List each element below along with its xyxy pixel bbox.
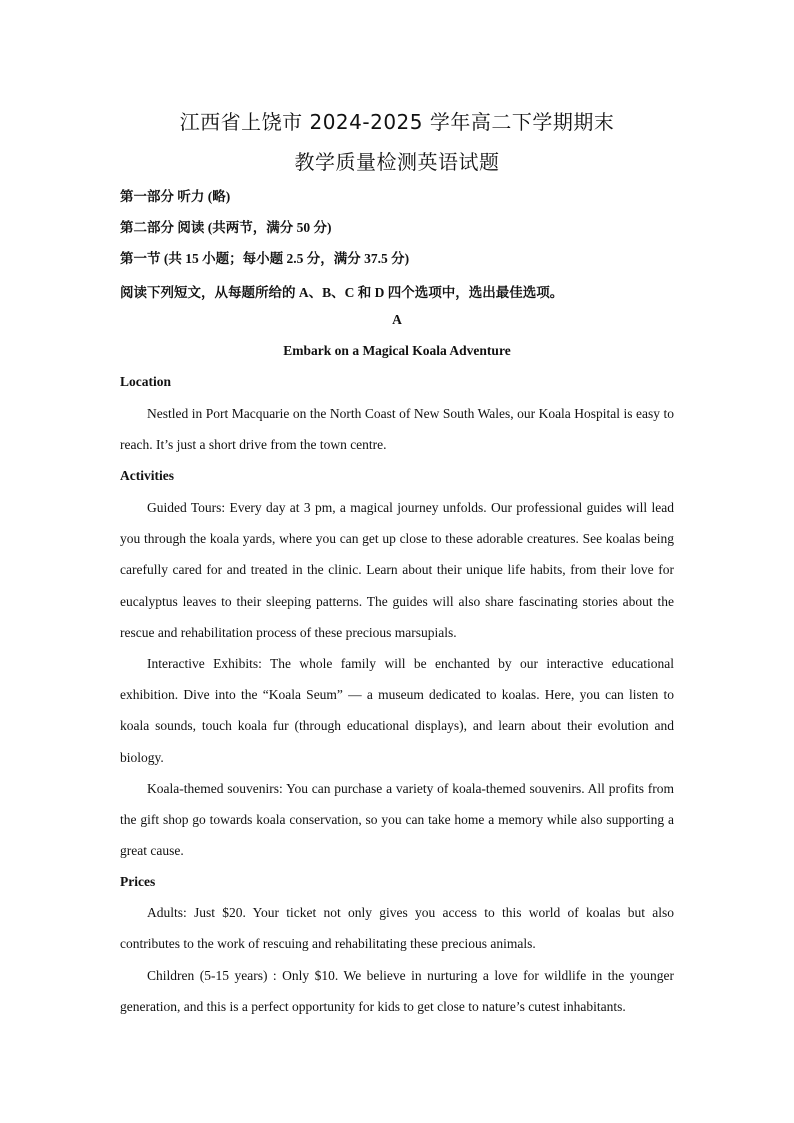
interactive-exhibits-paragraph: Interactive Exhibits: The whole family will be enchanted by our interactive educational exhibition. Dive into the “Koala Seum” — a museum dedicated to koalas. Here, you can listen to koala sounds, touch koala fur (through educational displays), and learn about their evolution and biology.: [120, 656, 674, 765]
adults-price-paragraph: Adults: Just $20. Your ticket not only gives you access to this world of koalas but also contributes to the work of rescuing and rehabilitating these precious animals.: [120, 905, 674, 952]
passage-letter: A: [392, 312, 402, 327]
exam-title-line2: 教学质量检测英语试题: [294, 150, 500, 174]
activities-heading: Activities: [120, 468, 174, 483]
guided-tours-paragraph: Guided Tours: Every day at 3 pm, a magical journey unfolds. Our professional guides will lead you through the koala yards, where you can get up close to these adorable creatures. See koalas being carefully cared for and treated in the clinic. Learn about their unique life habits, from their love for eucalyptus leaves to their sleeping patterns. The guides will also share fascinating stories about the rescue and rehabilitation process of these precious marsupials.: [120, 500, 674, 640]
passage-title: Embark on a Magical Koala Adventure: [283, 343, 511, 358]
exam-title-line1: 江西省上饶市 2024-2025 学年高二下学期期末: [179, 110, 615, 134]
children-price-paragraph: Children (5-15 years) : Only $10. We believe in nurturing a love for wildlife in the younger generation, and this is a perfect opportunity for kids to get close to nature’s cutest inhabitants.: [120, 968, 674, 1015]
part2-heading: 第二部分 阅读 (共两节，满分 50 分): [120, 220, 332, 235]
reading-instruction: 阅读下列短文，从每题所给的 A、B、C 和 D 四个选项中，选出最佳选项。: [120, 285, 564, 300]
location-heading: Location: [120, 374, 172, 389]
part1-heading: 第一部分 听力 (略): [120, 189, 231, 204]
souvenirs-paragraph: Koala-themed souvenirs: You can purchase a variety of koala-themed souvenirs. All profits from the gift shop go towards koala conservation, so you can take home a memory while also supporting a great cause.: [120, 781, 674, 859]
prices-heading: Prices: [120, 874, 156, 889]
section1-heading: 第一节 (共 15 小题；每小题 2.5 分，满分 37.5 分): [120, 251, 410, 266]
location-paragraph: Nestled in Port Macquarie on the North Coast of New South Wales, our Koala Hospital is easy to reach. It’s just a short drive from the town centre.: [120, 406, 674, 453]
